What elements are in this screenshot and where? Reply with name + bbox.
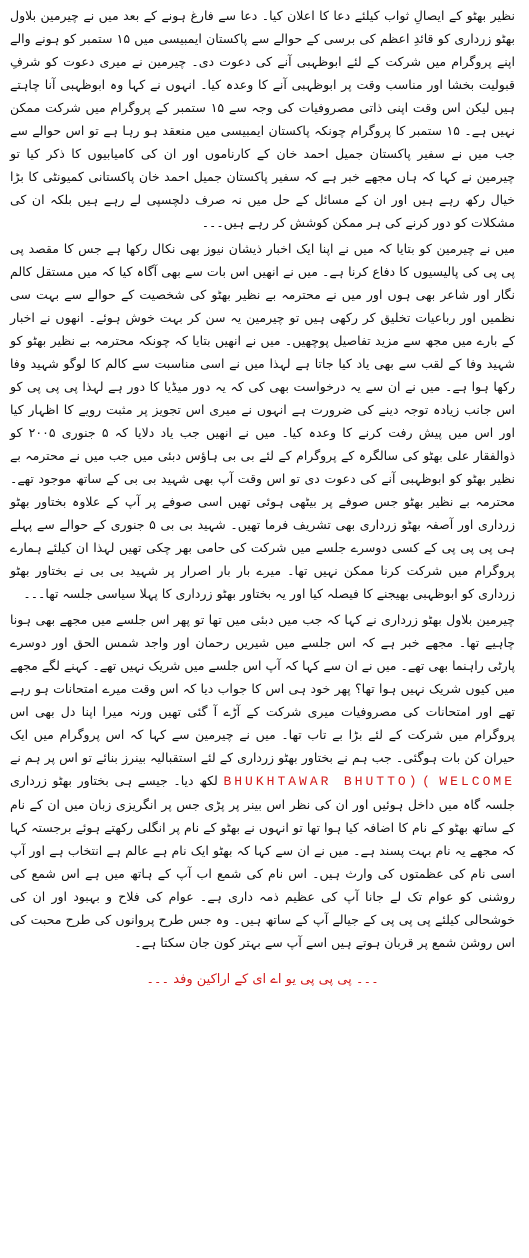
paragraph-1: نظیر بھٹو کے ایصالِ ثواب کیلئے دعا کا اعلان کیا۔ دعا سے فارغ ہونے کے بعد میں نے چیرمین بلاول بھٹو زرداری کو قائدِ اعظم کی برسی کے حوالے سے پاکستان ایمبیسی میں ۱۵ ستمبر کو ہونے والے اپنے پروگرام میں شرکت کے لئے ابوظہبی آنے کی دعوت دی۔ چیرمین نے میری دعوت کو شرفِ قبولیت بخشا اور مناسب وقت پر ابوظہبی آنے کا وعدہ کیا۔ انہوں نے کہا وہ ابوظہبی آنا چاہتے ہیں لیکن اس وقت اپنی ذاتی مصروفیات کی وجہ سے ۱۵ ستمبر کے پروگرام میں شرکت ممکن نہیں ہے۔ ۱۵ ستمبر کا پروگرام چونکہ پاکستان ایمبیسی میں منعقد ہو رہا ہے تو اس حوالے سے جب میں نے سفیر پاکستان جمیل احمد خان کے کارناموں اور ان کی کامیابیوں کا ذکر کیا تو چیرمین نے کہا کہ ہاں مجھے خبر ہے کہ سفیر پاکستان جمیل احمد خان پاکستانی کمیونٹی کا بڑا خیال رکھ رہے ہیں اور ان کے مسائل کے حل میں نہ صرف دلچسپی لے رہے ہیں بلکہ ان کی مشکلات کو دور کرنے کی ہر ممکن کوشش کر رہے ہیں۔۔۔	[10, 8, 515, 230]
paragraph-3-part-2: لکھ دیا۔ جیسے ہی بختاور بھٹو زرداری جلسہ گاہ میں داخل ہوئیں اور ان کی نظر اس بینر پر پڑی جس پر انگریزی زبان میں ان کے نام کے ساتھ بھٹو کے نام کا اضافہ کیا ہوا تھا تو انہوں نے بھٹو کے نام پر انگلی رکھتے ہوئے برجستہ کہا کہ مجھے یہ نام بہت پسند ہے۔ میں نے ان سے کہا کہ بھٹو ایک نام ہے عالم ہے انتخاب ہے اور آپ اسی نام کی عظمتوں کی وارث ہیں۔ اس نام کی شمع اب آپ کے ہاتھ میں ہے اس شمع کی روشنی کو عوام تک لے جانا آپ کی عظیم ذمہ داری ہے۔ عوام کی فلاح و بہبود اور ان کی خوشحالی کیلئے پی پی پی کے جیالے آپ کے ساتھ ہیں۔ وہ جس طرح پروانوں کی طرح محبت کی اس روشن شمع پر قربان ہوتے ہیں اسے آپ سے بہتر کون جان سکتا ہے۔	[10, 773, 515, 950]
paragraph-2: میں نے چیرمین کو بتایا کہ میں نے اپنا ایک اخبار ذیشان نیوز بھی نکال رکھا ہے جس کا مقصد پی پی پی کی پالیسیوں کا دفاع کرنا ہے۔ میں نے انھیں اس بات سے بھی آگاہ کیا کہ میں مستقل کالم نگار اور شاعر بھی ہوں اور میں نے محترمہ بے نظیر بھٹو کی شخصیت کے حوالے سے بہت سی نظمیں اور رباعیات تخلیق کر رکھی ہیں تو چیرمین یہ سن کر بہت خوش ہوئے۔ انھوں نے اخبار کے بارے میں مجھ سے مزید تفاصیل پوچھیں۔ میں نے انھیں بتایا کہ چونکہ محترمہ بے نظیر بھٹو کو شہید وفا کے لقب سے بھی یاد کیا جاتا ہے لہذا میں نے اسی مناسبت سے کالم کا لوگو شہید وفا رکھا ہوا ہے۔ میں نے ان سے یہ درخواست بھی کی کہ یہ دور میڈیا کا دور ہے لہذا پی پی پی کو اس جانب زیادہ توجہ دینے کی ضرورت ہے انہوں نے میری اس تجویز پر مثبت رویے کا اظہار کیا اور اس میں پیش رفت کرنے کا وعدہ کیا۔ میں نے انھیں جب یاد دلایا کہ ۵ جنوری ۲۰۰۵ کو ذوالفقار علی بھٹو کی سالگرہ کے پروگرام کے لئے بی بی ہاؤس دبئی میں جب میں نے محترمہ بے نظیر بھٹو کو ابوظہبی آنے کی دعوت دی تو اس وقت آپ بھی شہید بی بی کے ساتھ موجود تھے۔ محترمہ بے نظیر بھٹو جس صوفے پر بیٹھی ہوئی تھیں اسی صوفے پر آپ کے علاوہ بختاور بھٹو زرداری اور آصفہ بھٹو زرداری بھی تشریف فرما تھیں۔ شہید بی بی ۵ جنوری کے حوالے سے پہلے ہی پی پی پی کے کسی دوسرے جلسے میں شرکت کی حامی بھر چکی تھیں لہذا ان کیلئے ہمارے پروگرام میں شرکت کرنا ممکن نہیں تھا۔ میرے بار بار اصرار پر شہید بی بی نے بختاور بھٹو زرداری کو ابوظہبی بھیجنے کا فیصلہ کیا اور یہ بختاور بھٹو زرداری کا پہلا سیاسی جلسہ تھا۔۔۔	[10, 241, 515, 601]
banner-text-bhukhtawar: BHUKHTAWAR BHUTTO)	[223, 774, 417, 789]
paragraph-3-part-1: چیرمین بلاول بھٹو زرداری نے کہا کہ جب میں دبئی میں تھا تو پھر اس جلسے میں مجھے بھی ہونا چاہیے تھا۔ مجھے خبر ہے کہ اس جلسے میں شیریں رحمان اور واجد شمس الحق اور دوسرے پارٹی راہنما بھی تھے۔ میں نے ان سے کہا کہ آپ اس جلسے میں شریک نہیں تھے۔ کہنے لگے مجھے میں کیوں شریک نہیں ہوا تھا؟ پھر خود ہی اس کا جواب دیا کہ اس وقت میرے امتحانات ہو رہے تھے اور امتحانات کی مصروفیات میری شرکت کے آڑے آ گئی تھیں ورنہ میرا اپنا دل بھی اس پروگرام میں شرکت کے لئے بڑا بے تاب تھا۔ میں نے چیرمین سے کہا کہ اس پروگرام میں ایک حیران کن بات ہوگئی۔ جب ہم نے بختاور بھٹو زرداری کے لئے استقبالیہ بینرز بنائے تو اس پر ہم نے	[10, 612, 515, 765]
paragraph-3	[10, 608, 515, 954]
banner-text-welcome: ( WELCOME	[422, 774, 515, 789]
signature-line: ۔۔۔ پی پی پی یو اے ای کے اراکین وفد ۔۔۔	[146, 972, 379, 987]
